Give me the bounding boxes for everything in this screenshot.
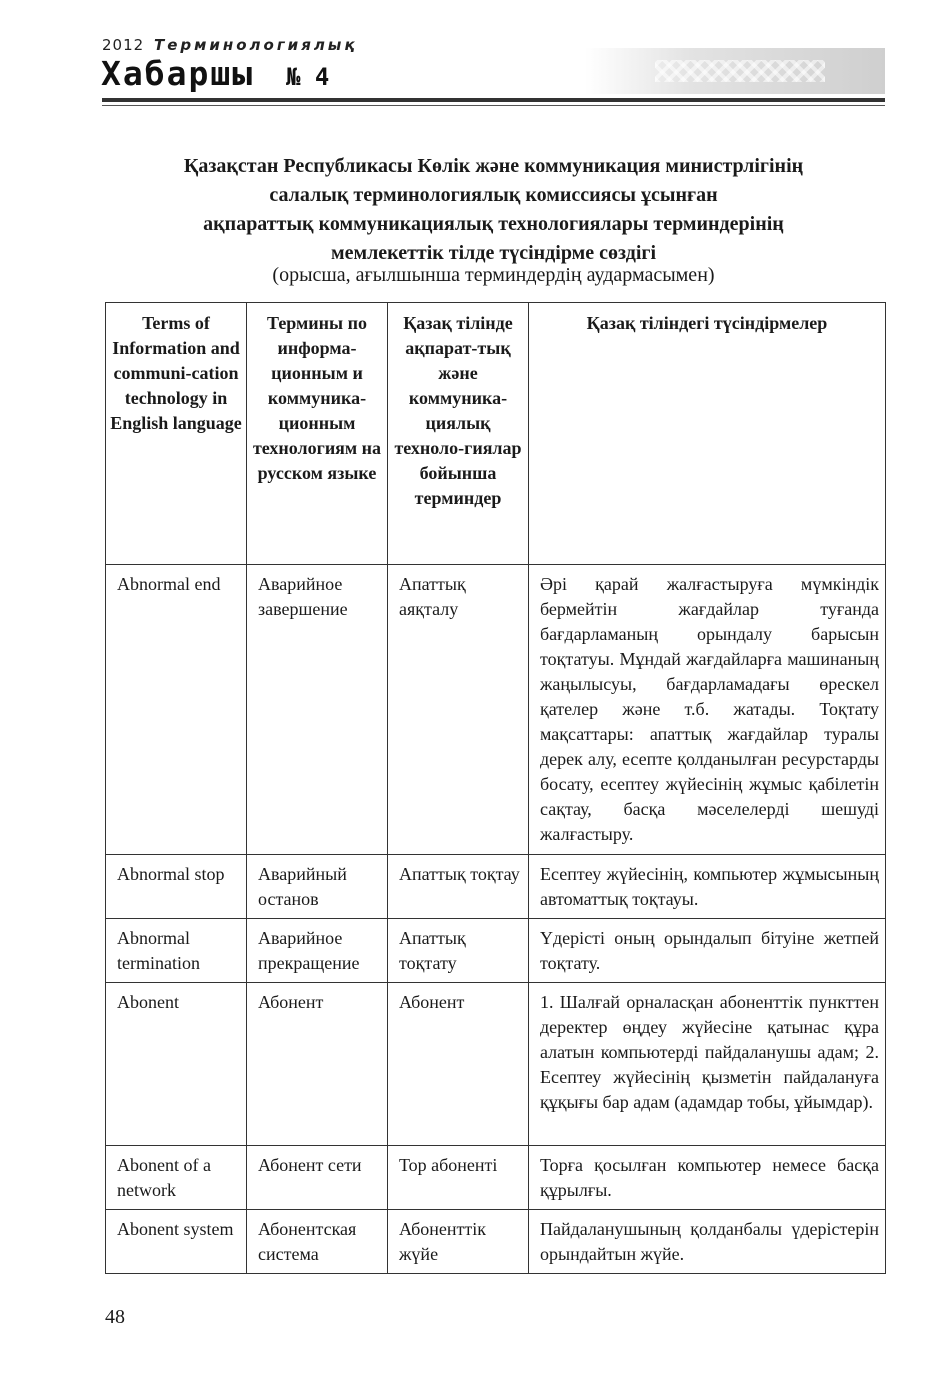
header-rule-thick [102, 98, 885, 102]
header-description: Қазақ тіліндегі түсіндірмелер [529, 303, 886, 565]
header-year-line [102, 36, 358, 54]
header-year: 2012 [102, 36, 145, 54]
issue-number: № 4 [285, 63, 330, 91]
title-line-4: мемлекеттік тілде түсіндірме сөздігі [330, 242, 657, 264]
title-line-3: ақпараттық коммуникациялық технологиялары терминдерінің [203, 213, 784, 235]
term-russian: Абонентская система [247, 1210, 388, 1274]
term-description: Үдерісті оның орындалып бітуіне жетпей тоқтату. [529, 919, 886, 983]
term-kazakh: Апаттық тоқтау [388, 855, 529, 919]
term-russian: Абонент [247, 983, 388, 1146]
table-header-row [106, 303, 886, 565]
header-english: Terms of Information and communi-cation technology in English language [106, 303, 247, 565]
table-row [106, 919, 886, 983]
term-description: Торға қосылған компьютер немесе басқа құрылғы. [529, 1146, 886, 1210]
page-number: 48 [105, 1306, 125, 1328]
header-rule-thin [102, 105, 885, 106]
term-english: Abonent system [106, 1210, 247, 1274]
journal-title-block [101, 54, 329, 93]
terms-table [105, 302, 886, 1274]
title-line-1: Қазақстан Республикасы Көлік және коммуникация министрлігінің [183, 155, 804, 177]
term-kazakh: Апаттық тоқтату [388, 919, 529, 983]
document-subtitle: (орысша, ағылшынша терминдердің аудармасымен) [272, 264, 715, 286]
term-english: Abnormal end [106, 565, 247, 855]
table-row [106, 983, 886, 1146]
term-russian: Аварийный останов [247, 855, 388, 919]
ornament-pattern [655, 60, 825, 82]
term-russian: Аварийное завершение [247, 565, 388, 855]
term-english: Abonent [106, 983, 247, 1146]
term-description: Әрі қарай жалғастыруға мүмкіндік бермейтін жағдайлар туғанда бағдарламаның орындалу барысын тоқтатуы. Мұндай жағдайларға машинаның жаңылысуы, бағдарламадағы өрескел қателер және т.б. жатады. Тоқтату мақсаттары: апаттық жағдайлар туралы дерек алу, есепте қолданылған ресурстарды босату, есептеу жүйесінің жұмыс қабілетін сақтау, басқа мәселелерді шешуді жалғастыру. [529, 565, 886, 855]
header-russian: Термины по информа-ционным и коммуника-ционным технологиям на русском языке [247, 303, 388, 565]
term-kazakh: Апаттық аяқталу [388, 565, 529, 855]
table-row [106, 1210, 886, 1274]
header-series: Терминологиялық [153, 36, 358, 54]
journal-title: Хабаршы [101, 54, 255, 93]
table-row [106, 565, 886, 855]
term-kazakh: Тор абоненті [388, 1146, 529, 1210]
title-line-2: салалық терминологиялық комиссиясы ұсынған [269, 184, 718, 206]
term-russian: Абонент сети [247, 1146, 388, 1210]
term-kazakh: Абоненттік жүйе [388, 1210, 529, 1274]
table-row [106, 1146, 886, 1210]
term-kazakh: Абонент [388, 983, 529, 1146]
term-english: Abnormal termination [106, 919, 247, 983]
header-kazakh: Қазақ тілінде ақпарат-тық және коммуника-циялық техноло-гиялар бойынша терминдер [388, 303, 529, 565]
term-description: Есептеу жүйесінің, компьютер жұмысының автоматтық тоқтауы. [529, 855, 886, 919]
term-description: Пайдаланушының қолданбалы үдерістерін орындайтын жүйе. [529, 1210, 886, 1274]
header-ornament-band [585, 48, 885, 94]
document-title [102, 152, 885, 268]
term-english: Abnormal stop [106, 855, 247, 919]
term-description: 1. Шалғай орналасқан абоненттік пункттен деректер өңдеу жүйесіне қатынас құра алатын компьютерді пайдаланушы адам; 2. Есептеу жүйесінің қызметін пайдалануға құқығы бар адам (адамдар тобы, ұйымдар). [529, 983, 886, 1146]
term-english: Abonent of a network [106, 1146, 247, 1210]
table-row [106, 855, 886, 919]
term-russian: Аварийное прекращение [247, 919, 388, 983]
